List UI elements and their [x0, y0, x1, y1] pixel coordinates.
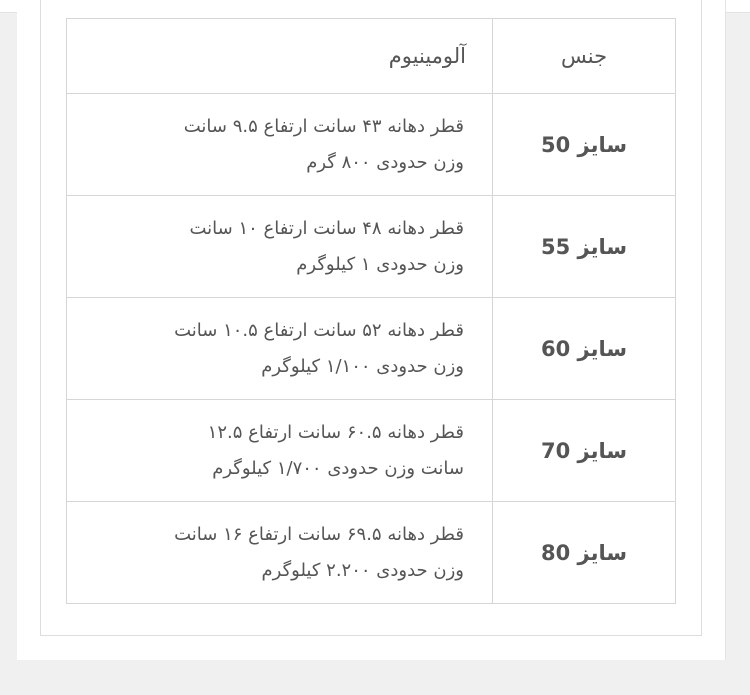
- size-description: [67, 400, 493, 502]
- description-line: وزن حدودی ۱ کیلوگرم: [296, 253, 464, 275]
- size-label: سایز 70: [493, 400, 676, 502]
- header-material: آلومینیوم: [67, 19, 493, 94]
- size-label: سایز 60: [493, 298, 676, 400]
- table-header-row: [67, 19, 676, 94]
- description-line: سانت وزن حدودی ۱/۷۰۰ کیلوگرم: [212, 457, 464, 479]
- description-line: قطر دهانه ۵۲ سانت ارتفاع ۱۰.۵ سانت: [174, 319, 464, 341]
- size-description: [67, 298, 493, 400]
- description-line: قطر دهانه ۴۸ سانت ارتفاع ۱۰ سانت: [189, 217, 464, 239]
- size-label: سایز 50: [493, 94, 676, 196]
- size-label: سایز 80: [493, 502, 676, 604]
- size-description: [67, 94, 493, 196]
- table-row: [67, 94, 676, 196]
- table-row: [67, 400, 676, 502]
- description-line: وزن حدودی ۸۰۰ گرم: [306, 151, 464, 173]
- description-line: قطر دهانه ۴۳ سانت ارتفاع ۹.۵ سانت: [183, 115, 464, 137]
- size-label: سایز 55: [493, 196, 676, 298]
- table-row: [67, 298, 676, 400]
- table-row: [67, 196, 676, 298]
- description-line: قطر دهانه ۶۰.۵ سانت ارتفاع ۱۲.۵: [207, 421, 464, 443]
- description-line: وزن حدودی ۲.۲۰۰ کیلوگرم: [261, 559, 464, 581]
- header-type-label: جنس: [493, 19, 676, 94]
- description-line: وزن حدودی ۱/۱۰۰ کیلوگرم: [261, 355, 464, 377]
- description-line: قطر دهانه ۶۹.۵ سانت ارتفاع ۱۶ سانت: [174, 523, 464, 545]
- size-description: [67, 196, 493, 298]
- size-description: [67, 502, 493, 604]
- size-spec-table: [66, 18, 676, 604]
- table-row: [67, 502, 676, 604]
